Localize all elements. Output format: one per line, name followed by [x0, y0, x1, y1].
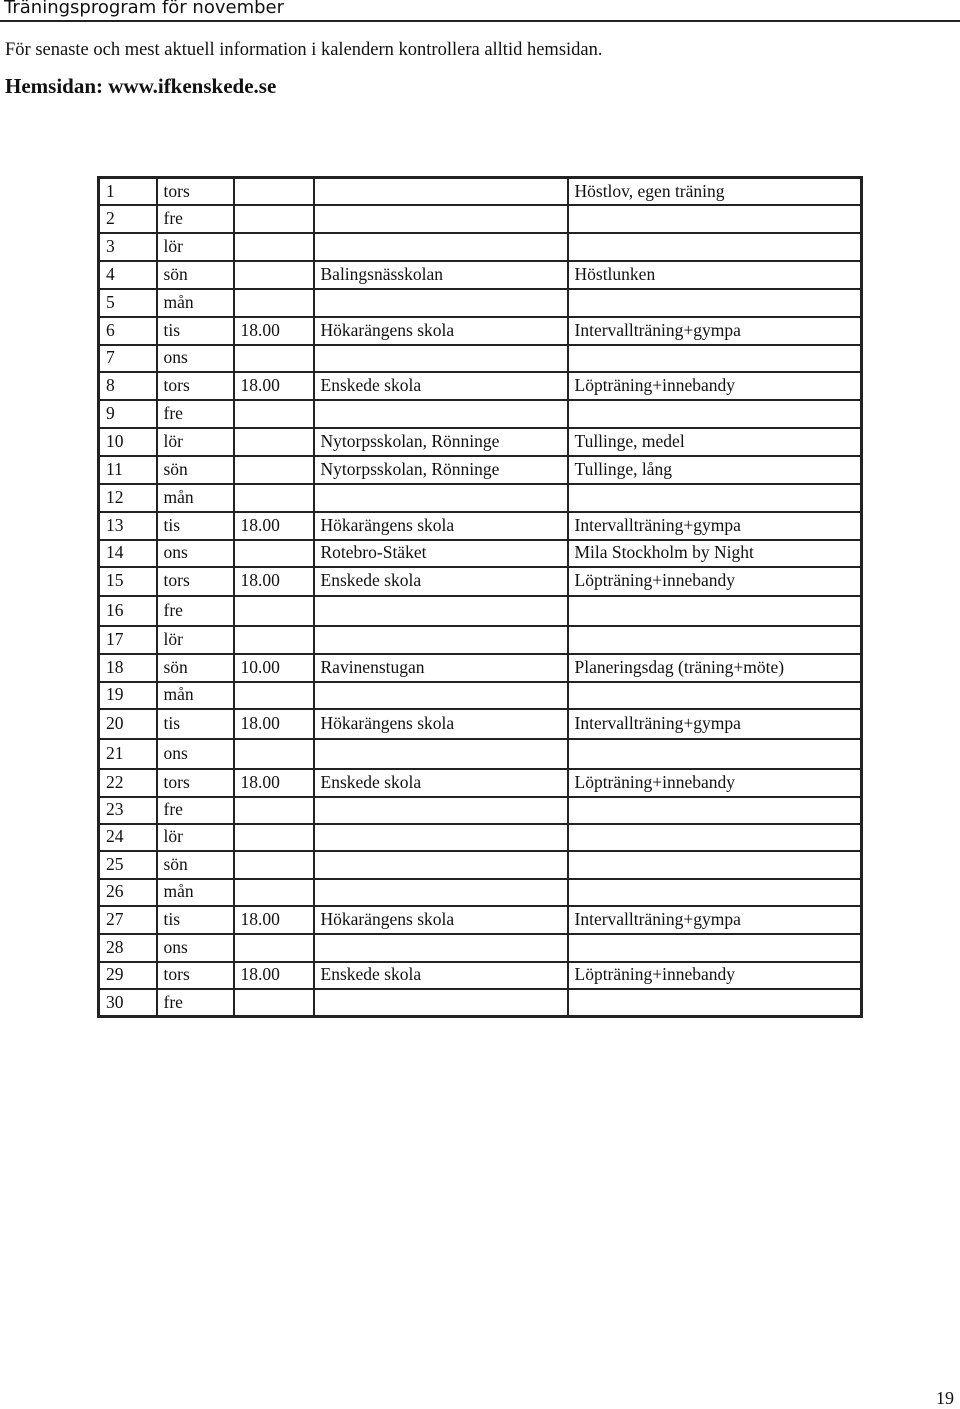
page-number: 19 [936, 1388, 954, 1408]
row-place-cell: Nytorpsskolan, Rönninge [314, 428, 568, 456]
row-activity-cell: Intervallträning+gympa [568, 709, 862, 739]
row-weekday-cell: ons [157, 345, 234, 372]
row-activity-cell: Löpträning+innebandy [568, 372, 862, 400]
title-bar [0, 0, 960, 22]
row-time-cell: 18.00 [234, 317, 314, 345]
row-time-cell [234, 345, 314, 372]
row-day-cell: 29 [99, 962, 157, 989]
row-place-cell [314, 851, 568, 879]
website-link[interactable]: www.ifkenskede.se [108, 74, 277, 98]
row-time-cell: 18.00 [234, 709, 314, 739]
table-row [99, 400, 862, 428]
row-day-cell: 5 [99, 289, 157, 317]
row-day-cell: 30 [99, 989, 157, 1017]
row-day-cell: 28 [99, 934, 157, 962]
row-day-cell: 8 [99, 372, 157, 400]
row-weekday-cell: fre [157, 400, 234, 428]
row-place-cell [314, 682, 568, 709]
table-row [99, 962, 862, 989]
row-day-cell: 1 [99, 178, 157, 205]
row-activity-cell: Intervallträning+gympa [568, 317, 862, 345]
table-row [99, 345, 862, 372]
row-time-cell [234, 797, 314, 824]
table-row [99, 567, 862, 596]
row-activity-cell: Höstlunken [568, 261, 862, 289]
page-title: Träningsprogram för november [4, 0, 285, 18]
table-row [99, 906, 862, 934]
row-day-cell: 21 [99, 739, 157, 769]
row-time-cell [234, 205, 314, 233]
row-time-cell [234, 851, 314, 879]
table-row [99, 739, 862, 769]
row-activity-cell [568, 484, 862, 512]
row-time-cell: 18.00 [234, 567, 314, 596]
row-day-cell: 10 [99, 428, 157, 456]
row-place-cell: Balingsnässkolan [314, 261, 568, 289]
row-weekday-cell: lör [157, 626, 234, 654]
row-weekday-cell: tors [157, 178, 234, 205]
row-activity-cell [568, 289, 862, 317]
row-weekday-cell: lör [157, 824, 234, 851]
row-time-cell [234, 739, 314, 769]
row-day-cell: 20 [99, 709, 157, 739]
row-place-cell: Hökarängens skola [314, 906, 568, 934]
table-row [99, 484, 862, 512]
table-row [99, 372, 862, 400]
table-row [99, 709, 862, 739]
row-weekday-cell: tors [157, 372, 234, 400]
row-weekday-cell: fre [157, 596, 234, 626]
table-row [99, 626, 862, 654]
row-activity-cell [568, 739, 862, 769]
row-day-cell: 6 [99, 317, 157, 345]
table-row [99, 824, 862, 851]
row-weekday-cell: lör [157, 428, 234, 456]
row-time-cell [234, 989, 314, 1017]
row-time-cell [234, 428, 314, 456]
row-weekday-cell: ons [157, 739, 234, 769]
row-place-cell: Enskede skola [314, 567, 568, 596]
row-day-cell: 17 [99, 626, 157, 654]
row-time-cell [234, 824, 314, 851]
row-weekday-cell: lör [157, 233, 234, 261]
row-activity-cell: Intervallträning+gympa [568, 512, 862, 540]
row-day-cell: 16 [99, 596, 157, 626]
row-weekday-cell: tis [157, 317, 234, 345]
row-place-cell [314, 739, 568, 769]
row-activity-cell [568, 682, 862, 709]
row-time-cell: 10.00 [234, 654, 314, 682]
table-row [99, 261, 862, 289]
row-activity-cell: Tullinge, lång [568, 456, 862, 484]
row-weekday-cell: fre [157, 797, 234, 824]
row-time-cell [234, 934, 314, 962]
row-day-cell: 25 [99, 851, 157, 879]
row-activity-cell [568, 400, 862, 428]
row-place-cell: Hökarängens skola [314, 709, 568, 739]
row-place-cell [314, 824, 568, 851]
row-place-cell [314, 934, 568, 962]
row-time-cell [234, 596, 314, 626]
row-activity-cell [568, 233, 862, 261]
row-activity-cell [568, 934, 862, 962]
row-place-cell [314, 989, 568, 1017]
row-time-cell [234, 233, 314, 261]
row-day-cell: 11 [99, 456, 157, 484]
row-activity-cell: Löpträning+innebandy [568, 962, 862, 989]
row-day-cell: 7 [99, 345, 157, 372]
row-weekday-cell: mån [157, 682, 234, 709]
row-time-cell [234, 484, 314, 512]
row-day-cell: 14 [99, 540, 157, 567]
row-activity-cell: Mila Stockholm by Night [568, 540, 862, 567]
table-row [99, 205, 862, 233]
row-place-cell [314, 233, 568, 261]
row-day-cell: 12 [99, 484, 157, 512]
row-weekday-cell: sön [157, 654, 234, 682]
table-row [99, 682, 862, 709]
row-time-cell [234, 626, 314, 654]
row-time-cell: 18.00 [234, 512, 314, 540]
row-place-cell: Hökarängens skola [314, 317, 568, 345]
row-weekday-cell: ons [157, 540, 234, 567]
row-place-cell [314, 879, 568, 906]
intro-text: För senaste och mest aktuell information i kalendern kontrollera alltid hemsidan. [5, 40, 603, 60]
table-row [99, 596, 862, 626]
row-place-cell [314, 345, 568, 372]
row-day-cell: 15 [99, 567, 157, 596]
row-place-cell [314, 289, 568, 317]
row-weekday-cell: tis [157, 512, 234, 540]
table-row [99, 934, 862, 962]
row-time-cell [234, 289, 314, 317]
row-time-cell: 18.00 [234, 906, 314, 934]
row-day-cell: 2 [99, 205, 157, 233]
row-day-cell: 24 [99, 824, 157, 851]
row-activity-cell: Planeringsdag (träning+möte) [568, 654, 862, 682]
row-weekday-cell: mån [157, 484, 234, 512]
row-activity-cell [568, 345, 862, 372]
table-row [99, 879, 862, 906]
row-activity-cell [568, 626, 862, 654]
row-weekday-cell: tors [157, 567, 234, 596]
table-row [99, 512, 862, 540]
table-row [99, 851, 862, 879]
row-activity-cell [568, 205, 862, 233]
row-time-cell [234, 540, 314, 567]
row-weekday-cell: sön [157, 456, 234, 484]
table-row [99, 428, 862, 456]
row-activity-cell [568, 851, 862, 879]
row-weekday-cell: ons [157, 934, 234, 962]
row-time-cell [234, 456, 314, 484]
schedule-body [99, 178, 862, 1017]
table-row [99, 769, 862, 797]
row-time-cell [234, 261, 314, 289]
row-place-cell [314, 484, 568, 512]
row-place-cell [314, 596, 568, 626]
row-activity-cell [568, 596, 862, 626]
table-row [99, 233, 862, 261]
row-weekday-cell: fre [157, 989, 234, 1017]
row-weekday-cell: sön [157, 261, 234, 289]
row-time-cell: 18.00 [234, 962, 314, 989]
row-place-cell: Enskede skola [314, 769, 568, 797]
row-activity-cell [568, 797, 862, 824]
row-activity-cell [568, 824, 862, 851]
table-row [99, 289, 862, 317]
row-day-cell: 26 [99, 879, 157, 906]
row-place-cell: Ravinenstugan [314, 654, 568, 682]
row-day-cell: 19 [99, 682, 157, 709]
row-activity-cell: Löpträning+innebandy [568, 567, 862, 596]
row-day-cell: 18 [99, 654, 157, 682]
row-weekday-cell: mån [157, 289, 234, 317]
table-row [99, 540, 862, 567]
row-place-cell: Nytorpsskolan, Rönninge [314, 456, 568, 484]
row-place-cell [314, 178, 568, 205]
table-row [99, 654, 862, 682]
row-place-cell [314, 205, 568, 233]
row-time-cell [234, 178, 314, 205]
schedule-table [97, 176, 863, 1018]
row-day-cell: 9 [99, 400, 157, 428]
row-activity-cell: Löpträning+innebandy [568, 769, 862, 797]
row-time-cell: 18.00 [234, 372, 314, 400]
row-time-cell [234, 879, 314, 906]
row-activity-cell [568, 989, 862, 1017]
row-weekday-cell: tis [157, 906, 234, 934]
row-time-cell: 18.00 [234, 769, 314, 797]
row-weekday-cell: mån [157, 879, 234, 906]
row-weekday-cell: sön [157, 851, 234, 879]
row-place-cell: Enskede skola [314, 962, 568, 989]
website-line [5, 74, 276, 99]
row-day-cell: 22 [99, 769, 157, 797]
row-place-cell [314, 626, 568, 654]
row-time-cell [234, 400, 314, 428]
row-activity-cell [568, 879, 862, 906]
table-row [99, 178, 862, 205]
row-activity-cell: Tullinge, medel [568, 428, 862, 456]
table-row [99, 797, 862, 824]
row-place-cell: Rotebro-Stäket [314, 540, 568, 567]
table-row [99, 456, 862, 484]
row-day-cell: 27 [99, 906, 157, 934]
row-weekday-cell: fre [157, 205, 234, 233]
table-row [99, 317, 862, 345]
row-day-cell: 23 [99, 797, 157, 824]
row-place-cell [314, 400, 568, 428]
row-weekday-cell: tors [157, 769, 234, 797]
row-time-cell [234, 682, 314, 709]
row-day-cell: 13 [99, 512, 157, 540]
row-place-cell [314, 797, 568, 824]
row-day-cell: 3 [99, 233, 157, 261]
website-label: Hemsidan: [5, 74, 104, 98]
row-weekday-cell: tors [157, 962, 234, 989]
table-row [99, 989, 862, 1017]
row-place-cell: Hökarängens skola [314, 512, 568, 540]
row-activity-cell: Höstlov, egen träning [568, 178, 862, 205]
row-day-cell: 4 [99, 261, 157, 289]
row-activity-cell: Intervallträning+gympa [568, 906, 862, 934]
row-place-cell: Enskede skola [314, 372, 568, 400]
row-weekday-cell: tis [157, 709, 234, 739]
